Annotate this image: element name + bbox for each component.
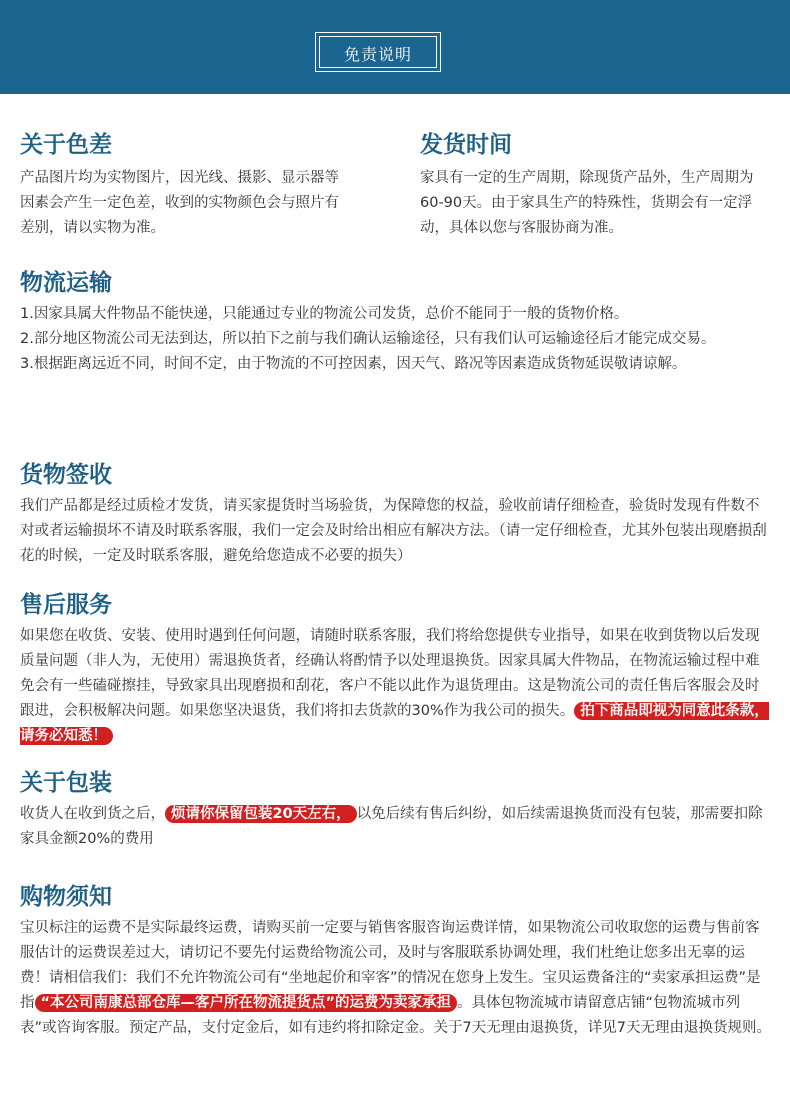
section-title: 售后服务 xyxy=(20,591,112,618)
section-text xyxy=(20,916,772,1041)
section-title: 关于色差 xyxy=(20,131,112,158)
section-color-difference xyxy=(20,130,350,241)
section-shopping-notice xyxy=(20,882,772,1041)
list-item: 1.因家具属大件物品不能快递，只能通过专业的物流公司发货，总价不能同于一般的货物价格。 xyxy=(20,306,629,322)
section-title: 发货时间 xyxy=(420,131,512,158)
section-text-body: 如果您在收货、安装、使用时遇到任何问题，请随时联系客服，我们将给您提供专业指导，如果在收到货物以后发现质量问题（非人为，无使用）需退换货者，经确认将酌情予以处理退换货。因家具属大件物品，在物流运输过程中难免会有一些磕碰擦挂，导致家具出现磨损和刮花，客户不能以此作为退货理由。这是物流公司的责任售后客服会及时跟进，会积极解决问题。如果您坚决退货，我们将扣去货款的30%作为我公司的损失。 xyxy=(20,628,760,719)
highlight-notice: 拍下商品即视为同意此条款，请务必知悉！ xyxy=(20,703,769,744)
section-after-sales xyxy=(20,590,772,749)
section-shipping-time xyxy=(420,130,772,241)
section-title: 物流运输 xyxy=(20,269,112,296)
section-text xyxy=(20,802,772,852)
section-title: 购物须知 xyxy=(20,883,112,910)
section-text-before: 宝贝标注的运费不是实际最终运费，请购买前一定要与销售客服咨询运费详情，如果物流公司收取您的运费与售前客服估计的运费误差过大，请切记不要先付运费给物流公司，及时与客服联系协调处理，我们杜绝让您多出无辜的运费！请相信我们：我们不允许物流公司有“坐地起价和宰客”的情况在您身上发生。宝贝运费备注的“卖家承担运费”是指 xyxy=(20,920,761,1011)
section-text-after: 。具体包物流城市请留意店铺“包物流城市列表”或咨询客服。预定产品，支付定金后，如有违约将扣除定金。关于7天无理由退换货，详见7天无理由退换货规则。 xyxy=(20,995,771,1036)
section-title: 关于包装 xyxy=(20,769,112,796)
section-receipt xyxy=(20,460,772,569)
section-text xyxy=(20,624,772,749)
section-packaging xyxy=(20,768,772,852)
section-title: 货物签收 xyxy=(20,461,112,488)
list-item: 3.根据距离远近不同，时间不定，由于物流的不可控因素，因天气、路况等因素造成货物延误敬请谅解。 xyxy=(20,356,687,372)
section-text: 家具有一定的生产周期，除现货产品外，生产周期为60-90天。由于家具生产的特殊性，货期会有一定浮动，具体以您与客服协商为准。 xyxy=(420,170,754,236)
banner-title: 免责说明 xyxy=(343,45,412,64)
list-item: 2.部分地区物流公司无法到达，所以拍下之前与我们确认运输途径，只有我们认可运输途径后才能完成交易。 xyxy=(20,331,716,347)
section-text-after: 以免后续有售后纠纷，如后续需退换货而没有包装，那需要扣除家具金额20%的费用 xyxy=(20,806,763,847)
banner-title-frame xyxy=(315,32,441,72)
highlight-notice: “本公司南康总部仓库—客户所在物流提货点”的运费为卖家承担 xyxy=(35,994,458,1012)
section-text: 产品图片均为实物图片，因光线、摄影、显示器等因素会产生一定色差，收到的实物颜色会与照片有差别，请以实物为准。 xyxy=(20,170,339,236)
header-banner xyxy=(0,0,790,94)
section-logistics xyxy=(20,268,772,377)
section-text-before: 收货人在收到货之后， xyxy=(20,806,165,822)
highlight-notice: 烦请你保留包装20天左右， xyxy=(165,805,357,823)
section-text: 我们产品都是经过质检才发货，请买家提货时当场验货，为保障您的权益，验收前请仔细检查，验货时发现有件数不对或者运输损坏不请及时联系客服，我们一定会及时给出相应有解决方法。（请一定仔细检查，尤其外包装出现磨损刮花的时候，一定及时联系客服，避免给您造成不必要的损失） xyxy=(20,498,767,564)
